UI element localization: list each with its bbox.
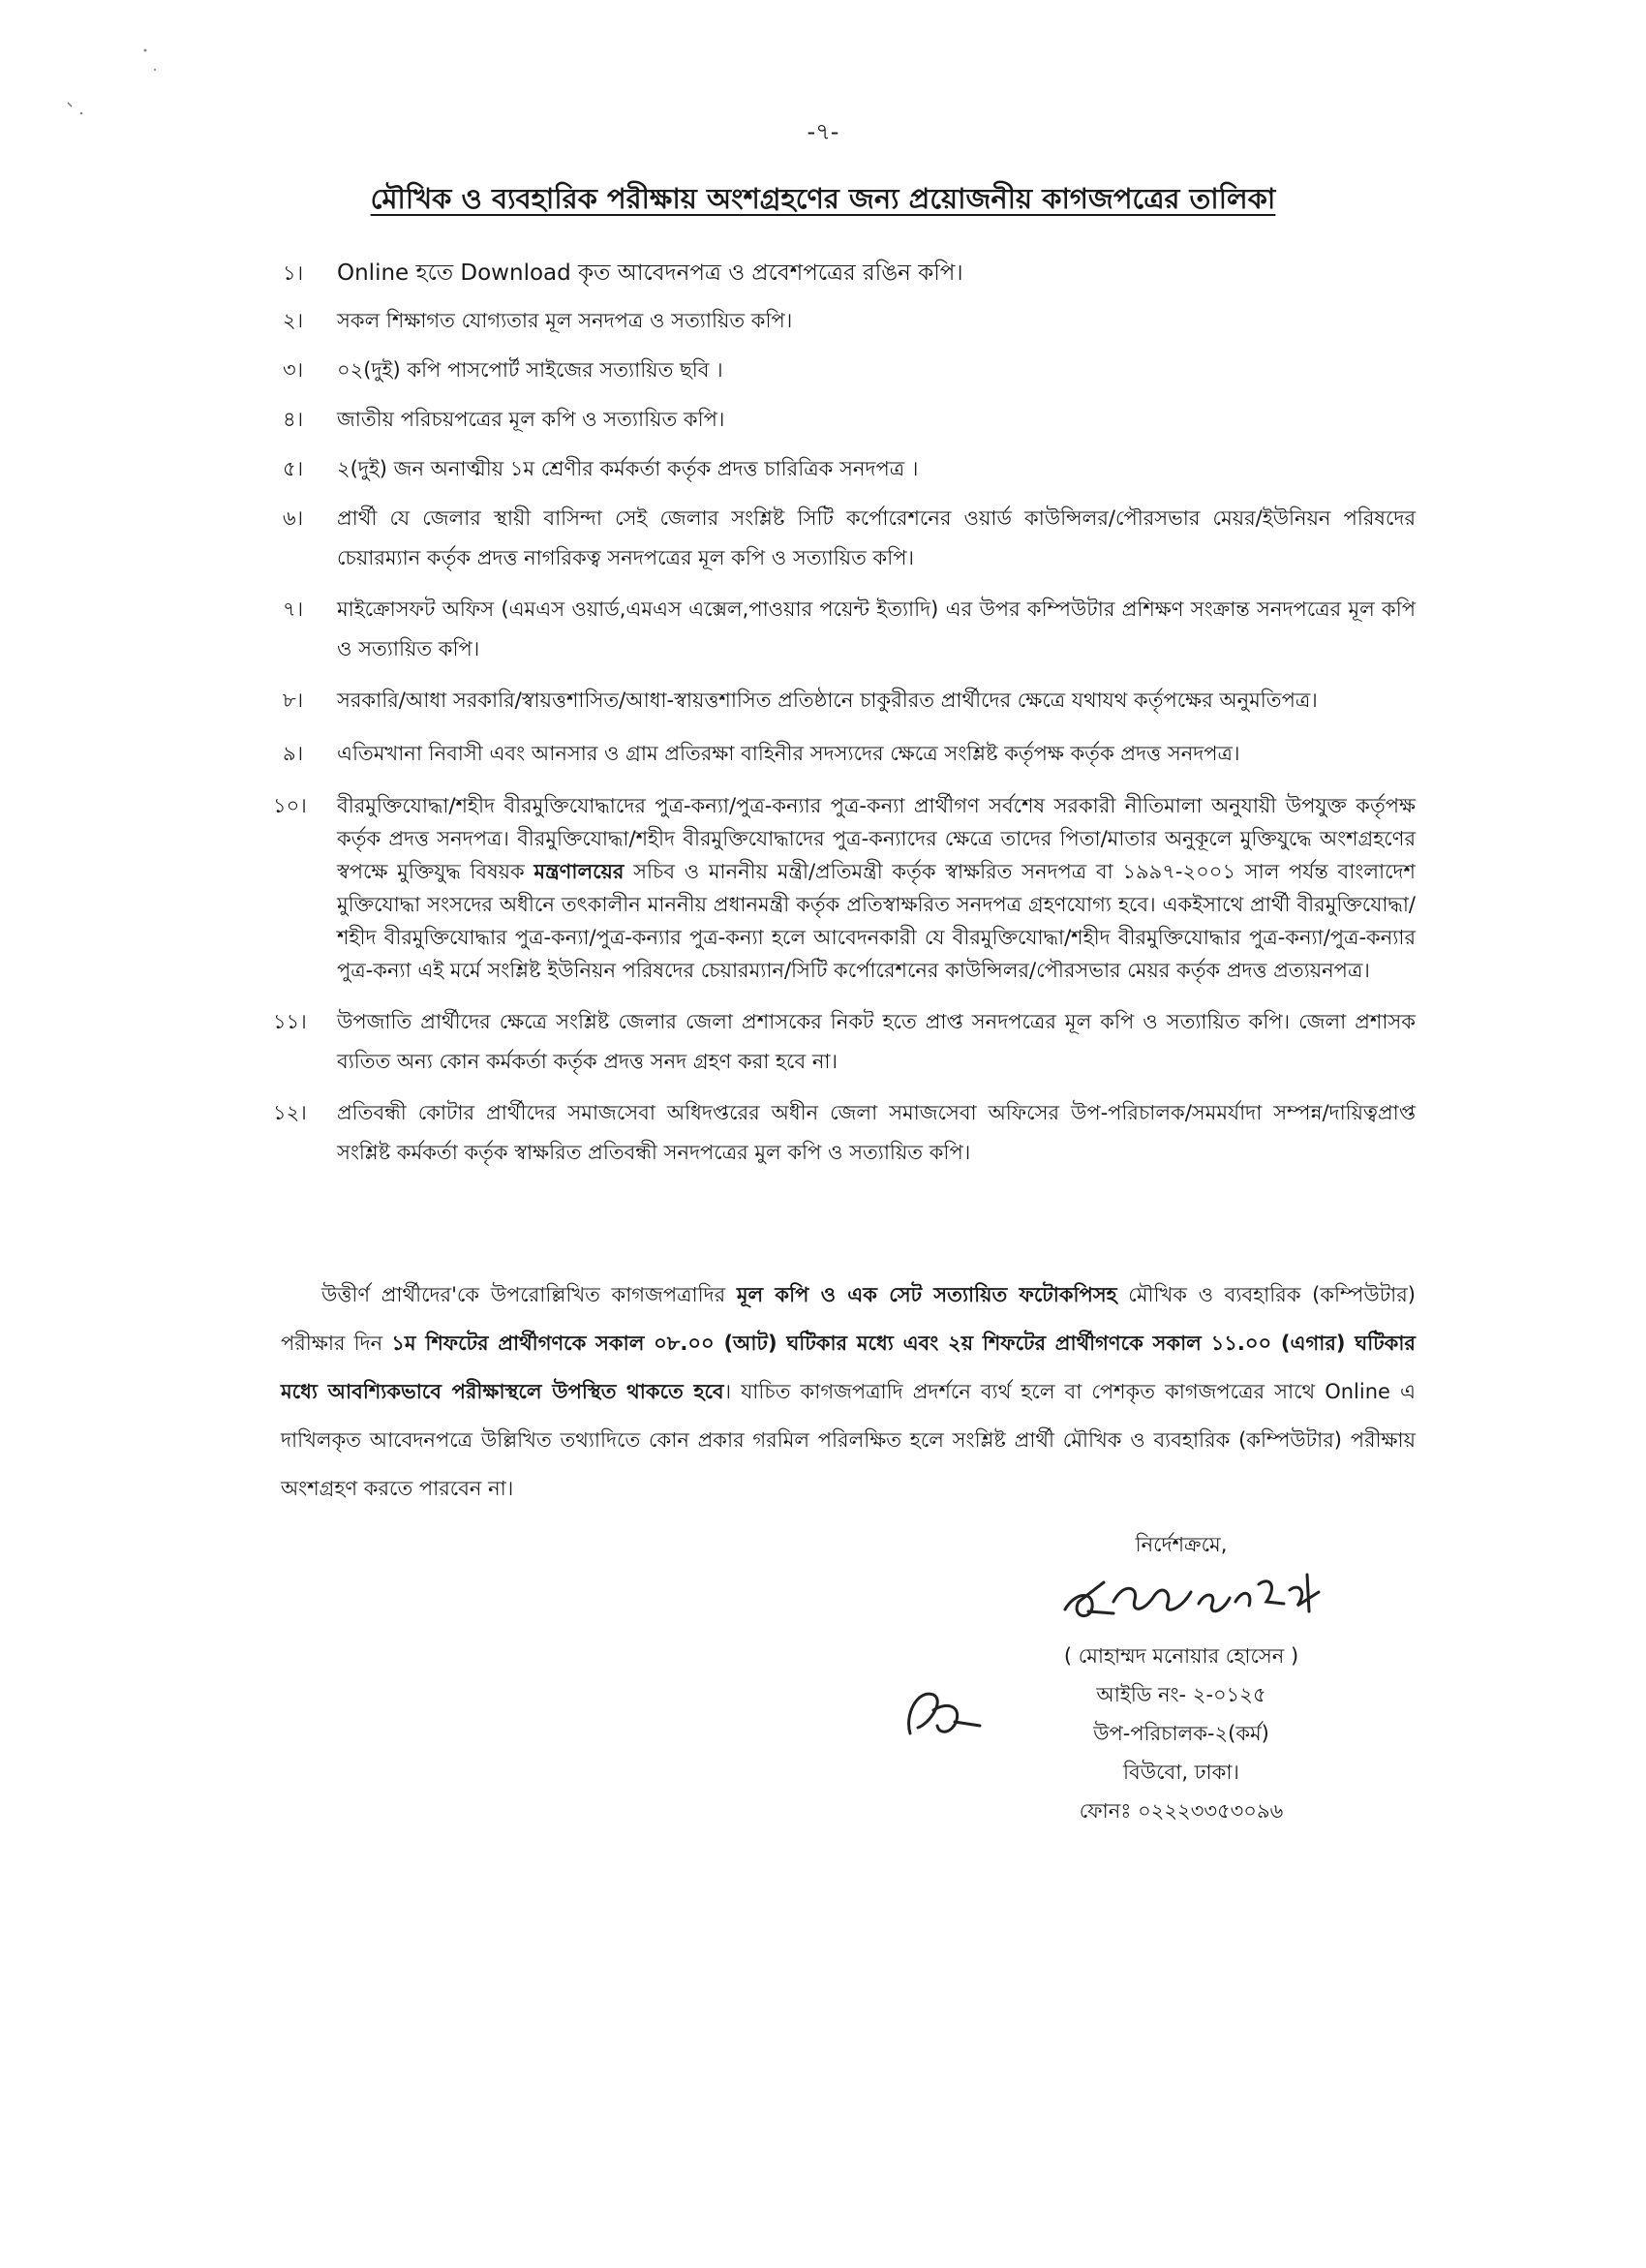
list-item [273,789,1416,987]
list-item [273,681,1416,720]
list-item [273,351,1416,390]
item-text: এতিমখানা নিবাসী এবং আনসার ও গ্রাম প্রতিরক্ষা বাহিনীর সদস্যদের ক্ষেত্রে সংশ্লিষ্ট কর্তৃপক্ষ কর্তৃক প্রদত্ত সনদপত্র। [337,742,1240,765]
item-number: ১১। [273,1010,307,1033]
list-item [273,1093,1416,1173]
item-number: ১০। [273,794,307,817]
item-text: প্রতিবন্ধী কোটার প্রার্থীদের সমাজসেবা অধিদপ্তরের অধীন জেলা সমাজসেবা অফিসের উপ-পরিচালক/সমমর্যাদা সম্পন্ন/দায়িত্বপ্রাপ্ত সংশ্লিষ্ট কর্মকর্তা কর্তৃক স্বাক্ষরিত প্রতিবন্ধী সনদপত্রের মুল কপি ও সত্যায়িত কপি। [337,1101,1416,1164]
item-number: ৫। [283,457,304,480]
list-item [273,590,1416,669]
item-number: ৮। [283,689,304,712]
item-text: বীরমুক্তিযোদ্ধা/শহীদ বীরমুক্তিযোদ্ধাদের পুত্র-কন্যা/পুত্র-কন্যার পুত্র-কন্যা প্রার্থীগণ সর্বশেষ সরকারী নীতিমালা অনুযায়ী উপযুক্ত কর্তৃপক্ষ কর্তৃক প্রদত্ত সনদপত্র। বীরমুক্তিযোদ্ধা/শহীদ বীরমুক্তিযোদ্ধাদের পুত্র-কন্যাদের ক্ষেত্রে তাদের পিতা/মাতার অনুকূলে মুক্তিযুদ্ধে অংশগ্রহণের স্বপক্ষে মুক্তিযুদ্ধ বিষয়ক মন্ত্রণালয়ের সচিব ও মাননীয় মন্ত্রী/প্রতিমন্ত্রী কর্তৃক স্বাক্ষরিত সনদপত্র বা ১৯৯৭-২০০১ সাল পর্যন্ত বাংলাদেশ মুক্তিযোদ্ধা সংসদের অধীনে তৎকালীন মাননীয় প্রধানমন্ত্রী কর্তৃক প্রতিস্বাক্ষরিত সনদপত্র গ্রহণযোগ্য হবে। একইসাথে প্রার্থী বীরমুক্তিযোদ্ধা/শহীদ বীরমুক্তিযোদ্ধার পুত্র-কন্যা/পুত্র-কন্যার পুত্র-কন্যা হলে আবেদনকারী যে বীরমুক্তিযোদ্ধা/শহীদ বীরমুক্তিযোদ্ধার পুত্র-কন্যা/পুত্র-কন্যার পুত্র-কন্যা এই মর্মে সংশ্লিষ্ট ইউনিয়ন পরিষদের চেয়ারম্যান/সিটি কর্পোরেশনের কাউন্সিলর/পৌরসভার মেয়র কর্তৃক প্রদত্ত প্রত্যয়নপত্র। [337,794,1416,982]
list-item [273,400,1416,440]
list-item [273,449,1416,489]
item-text: ০২(দুই) কপি পাসপোর্ট সাইজের সত্যায়িত ছবি । [337,358,723,382]
initial-mark [900,1675,988,1753]
item-text: মাইক্রোসফট অফিস (এমএস ওয়ার্ড,এমএস এক্সেল,পাওয়ার পয়েন্ট ইত্যাদি) এর উপর কম্পিউটার প্রশিক্ষণ সংক্রান্ত সনদপত্রের মূল কপি ও সত্যায়িত কপি। [337,598,1416,660]
signatory-phone: ফোনঃ ০২২২৩৩৫৩০৯৬ [1079,1799,1284,1823]
item-number: ১। [283,261,304,285]
signatory-id: আইডি নং- ২-০১২৫ [1096,1683,1266,1706]
item-number: ৭। [283,598,304,621]
page-number: -৭- [807,118,839,145]
list-item [273,734,1416,774]
instruction-paragraph: উত্তীর্ণ প্রার্থীদের'কে উপরোল্লিখিত কাগজপত্রাদির মূল কপি ও এক সেট সত্যায়িত ফটোকপিসহ মৌখিক ও ব্যবহারিক (কম্পিউটার) পরীক্ষার দিন ১ম শিফটের প্রার্থীগণকে সকাল ০৮.০০ (আট) ঘটিকার মধ্যে এবং ২য় শিফটের প্রার্থীগণকে সকাল ১১.০০ (এগার) ঘটিকার মধ্যে আবশ্যিকভাবে পরীক্ষাস্থলে উপস্থিত থাকতে হবে। যাচিত কাগজপত্রাদি প্রদর্শনে ব্যর্থ হলে বা পেশকৃত কাগজপত্রের সাথে Online এ দাখিলকৃত আবেদনপত্রে উল্লিখিত তথ্যাদিতে কোন প্রকার গরমিল পরিলক্ষিত হলে সংশ্লিষ্ট প্রার্থী মৌখিক ও ব্যবহারিক (কম্পিউটার) পরীক্ষায় অংশগ্রহণ করতে পারবেন না। [281,1283,1416,1500]
list-item [273,499,1416,578]
signatory-name: ( মোহাম্মদ মনোয়ার হোসেন ) [1063,1644,1299,1668]
signature-greeting: নির্দেশক্রমে, [1135,1533,1228,1556]
item-text: Online হতে Download কৃত আবেদনপত্র ও প্রবেশপত্রের রঙিন কপি। [337,261,963,286]
list-item [273,1002,1416,1082]
item-text: সরকারি/আধা সরকারি/স্বায়ত্তশাসিত/আধা-স্বায়ত্তশাসিত প্রতিষ্ঠানে চাকুরীরত প্রার্থীদের ক্ষেত্রে যথাযথ কর্তৃপক্ষের অনুমতিপত্র। [337,689,1318,712]
item-number: ৬। [283,506,304,530]
handwritten-signature [1046,1563,1336,1631]
item-text: সকল শিক্ষাগত যোগ্যতার মূল সনদপত্র ও সত্যায়িত কপি। [337,309,793,332]
item-text: উপজাতি প্রার্থীদের ক্ষেত্রে সংশ্লিষ্ট জেলার জেলা প্রশাসকের নিকট হতে প্রাপ্ত সনদপত্রের মূল কপি ও সত্যায়িত কপি। জেলা প্রশাসক ব্যতিত অন্য কোন কর্মকর্তা কর্তৃক প্রদত্ত সনদ গ্রহণ করা হবে না। [337,1010,1416,1073]
item-number: ১২। [273,1101,307,1124]
document-checklist [273,254,1416,1173]
item-text: জাতীয় পরিচয়পত্রের মূল কপি ও সত্যায়িত কপি। [337,408,725,431]
item-number: ৯। [283,742,304,765]
item-text: প্রার্থী যে জেলার স্থায়ী বাসিন্দা সেই জেলার সংশ্লিষ্ট সিটি কর্পোরেশনের ওয়ার্ড কাউন্সিলর/পৌরসভার মেয়র/ইউনিয়ন পরিষদের চেয়ারম্যান কর্তৃক প্রদত্ত নাগরিকত্ব সনদপত্রের মূল কপি ও সত্যায়িত কপি। [337,506,1416,569]
item-number: ৪। [283,408,304,431]
item-text: ২(দুই) জন অনাত্মীয় ১ম শ্রেণীর কর্মকর্তা কর্তৃক প্রদত্ত চারিত্রিক সনদপত্র । [337,457,919,480]
list-item [273,254,1416,293]
item-number: ২। [283,309,304,332]
signatory-office: বিউবো, ঢাকা। [1123,1761,1239,1784]
list-item [273,301,1416,341]
page-title: মৌখিক ও ব্যবহারিক পরীক্ষায় অংশগ্রহণের জন্য প্রয়োজনীয় কাগজপত্রের তালিকা [370,182,1276,215]
signatory-designation: উপ-পরিচালক-২(কর্ম) [1093,1722,1269,1745]
item-number: ৩। [283,358,304,382]
